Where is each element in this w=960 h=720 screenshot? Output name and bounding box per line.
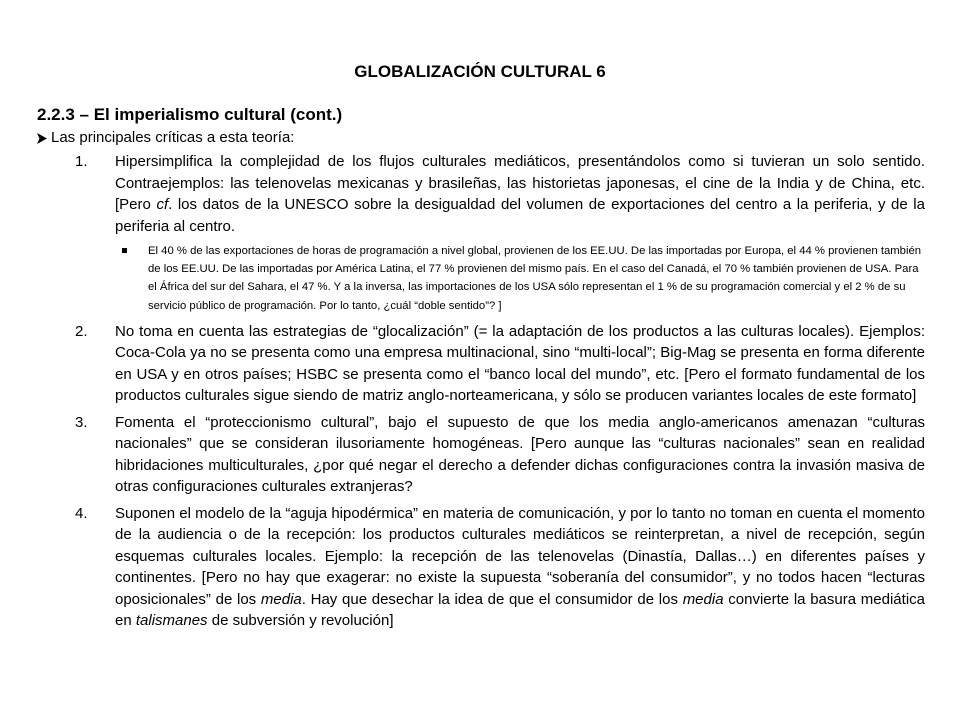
item-number: 2.: [75, 322, 88, 340]
arrow-bullet-icon: [37, 128, 47, 148]
sub-bullet-text: El 40 % de las exportaciones de horas de programación a nivel global, provienen de los EE.UU. De las importadas por Europa, el 44 % provienen también de los EE.UU. De las importadas por América Latina, el 77 % provienen del mismo país. En el caso del Canadá, el 70 % también provienen de USA. Para el África del sur del Sahara, el 47 %. Y a la inversa, las importaciones de los USA sólo representan el 1 % de su programación comercial y el 2 % de su servicio público de programación. Por lo tanto, ¿cuál “doble sentido”? ]: [148, 245, 922, 312]
item-text: Fomenta el “proteccionismo cultural”, bajo el supuesto de que los media anglo-americanos amenazan “culturas nacionales” que se consideran ilusoriamente homogéneas. [Pero aunque las “culturas nacionales” sean en realidad hibridaciones multiculturales, ¿por qué negar el derecho a defender dichas configuraciones contra la invasión masiva de otras configuraciones culturales extranjeras?: [115, 413, 925, 496]
section-heading: 2.2.3 – El imperialismo cultural (cont.): [37, 105, 343, 124]
intro-line: [37, 128, 917, 148]
intro-text: Las principales críticas a esta teoría:: [51, 129, 295, 146]
item-text: Hipersimplifica la complejidad de los flujos culturales mediáticos, presentándolos como si tuvieran un solo sentido. Contraejemplos: las telenovelas mexicanas y brasileñas, las historietas japonesas, el cine de la India y de China, etc. [Pero cf. los datos de la UNESCO sobre la desigualdad del volumen de exportaciones del centro a la periferia, y de la periferia al centro.: [115, 153, 925, 235]
item-number: 4.: [75, 504, 88, 522]
critique-item-2: [75, 321, 925, 407]
critique-list: [75, 151, 925, 637]
critique-item-1: [75, 151, 925, 237]
slide-title: GLOBALIZACIÓN CULTURAL 6: [354, 62, 606, 81]
critique-item-4: [75, 503, 925, 632]
item-text: No toma en cuenta las estrategias de “glocalización” (= la adaptación de los productos a las culturas locales). Ejemplos: Coca-Cola ya no se presenta como una empresa multinacional, sino “multi-local”; Big-Mag se presenta en forma diferente en USA y en otros países; HSBC se presenta como el “banco local del mundo”, etc. [Pero el formato fundamental de los productos culturales sigue siendo de matriz anglo-norteamericana, y sólo se producen variantes locales de este formato]: [115, 322, 925, 405]
item-text: Suponen el modelo de la “aguja hipodérmica” en materia de comunicación, y por lo tanto no toman en cuenta el momento de la audiencia o de la recepción: los productos culturales mediáticos se reinterpretan, a nivel de recepción, según esquemas culturales locales. Ejemplo: la recepción de las telenovelas (Dinastía, Dallas…) en diferentes países y continentes. [Pero no hay que exagerar: no existe la supuesta “soberanía del consumidor”, y no todos hacen “lecturas oposicionales” de los media. Hay que desechar la idea de que el consumidor de los media convierte la basura mediática en talismanes de subversión y revolución]: [115, 504, 925, 630]
item-number: 1.: [75, 153, 88, 170]
square-bullet-icon: [122, 248, 127, 253]
critique-item-3: [75, 412, 925, 498]
item-number: 3.: [75, 413, 88, 431]
sub-bullet: [148, 242, 930, 315]
